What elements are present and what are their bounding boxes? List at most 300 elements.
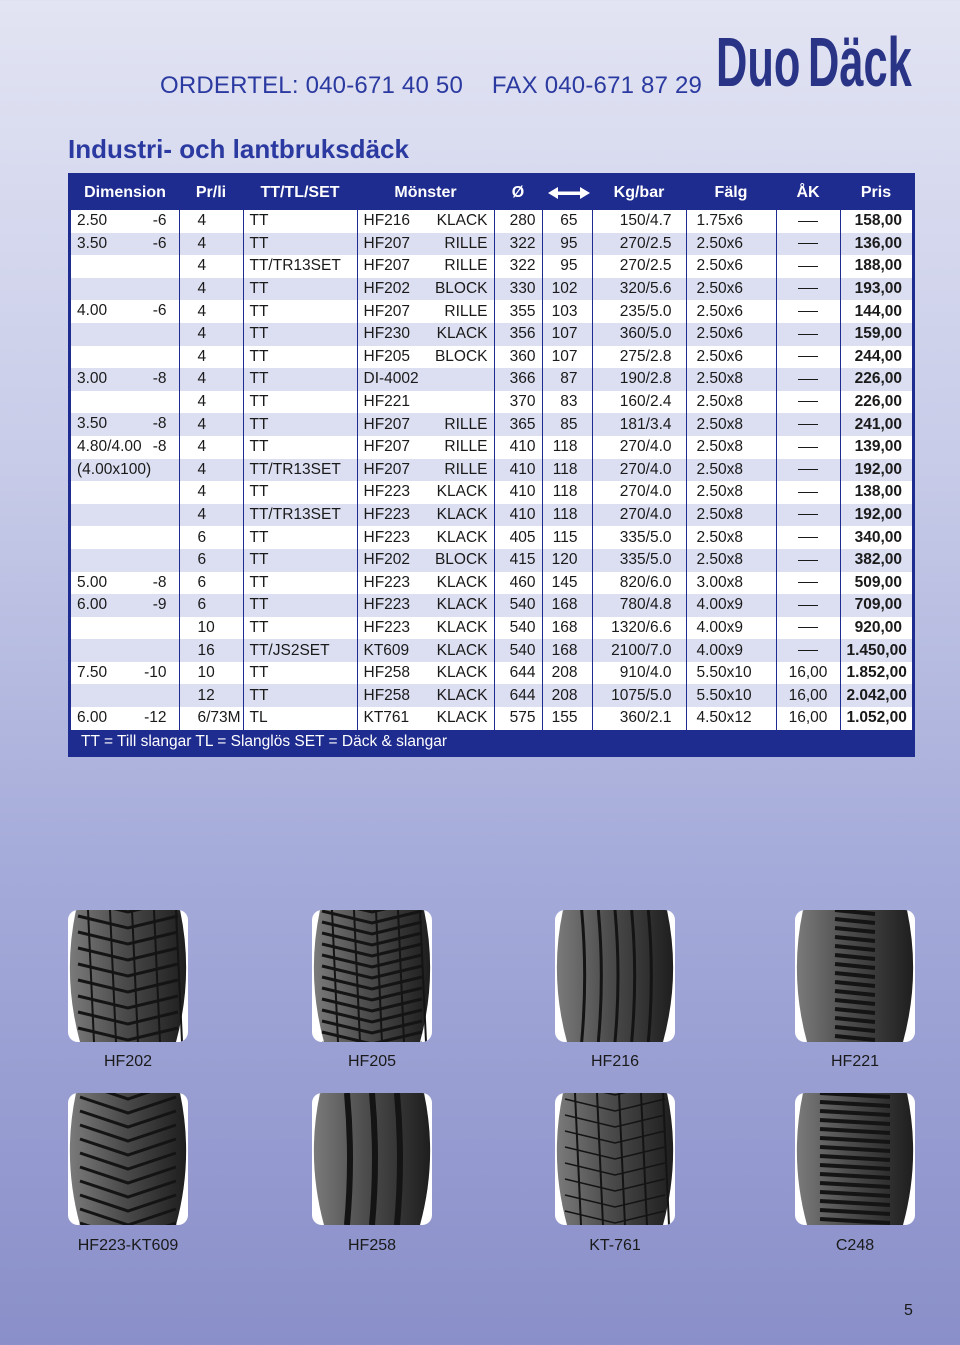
dash-mark bbox=[798, 356, 818, 357]
dash-mark bbox=[798, 288, 818, 289]
cell-monster: HF207 RILLE bbox=[357, 413, 494, 436]
cell-pris: 159,00 bbox=[840, 323, 912, 346]
table-row bbox=[71, 391, 912, 414]
cell-falg: 4.00x9 bbox=[686, 617, 776, 640]
cell-ak bbox=[776, 481, 840, 504]
cell-tt: TT bbox=[243, 210, 357, 233]
logo-word-duo: Duo bbox=[716, 23, 801, 101]
cell-tt: TT bbox=[243, 233, 357, 256]
cell-width: 118 bbox=[542, 459, 592, 482]
table-footnote: TT = Till slangar TL = Slanglös SET = Däck & slangar bbox=[71, 730, 912, 754]
tire-caption: C248 bbox=[835, 1237, 875, 1254]
cell-kgbar: 150/4.7 bbox=[592, 210, 686, 233]
cell-width: 120 bbox=[542, 549, 592, 572]
cell-prli: 4 bbox=[179, 278, 243, 301]
cell-diameter: 415 bbox=[494, 549, 542, 572]
table-row bbox=[71, 481, 912, 504]
tire-image bbox=[555, 1093, 675, 1225]
table-row bbox=[71, 233, 912, 256]
cell-kgbar: 910/4.0 bbox=[592, 662, 686, 685]
cell-prli: 6 bbox=[179, 594, 243, 617]
cell-pris: 241,00 bbox=[840, 413, 912, 436]
cell-prli: 6 bbox=[179, 572, 243, 595]
table-row bbox=[71, 459, 912, 482]
tire-image bbox=[555, 910, 675, 1042]
cell-tt: TT bbox=[243, 436, 357, 459]
tire-image bbox=[68, 910, 188, 1042]
cell-diameter: 330 bbox=[494, 278, 542, 301]
tire-caption: HF202 bbox=[103, 1053, 153, 1070]
cell-dimension bbox=[71, 255, 179, 278]
cell-diameter: 575 bbox=[494, 707, 542, 730]
cell-ak bbox=[776, 323, 840, 346]
cell-diameter: 365 bbox=[494, 413, 542, 436]
tire-caption: HF205 bbox=[347, 1053, 397, 1070]
cell-ak bbox=[776, 459, 840, 482]
tire-caption: HF216 bbox=[590, 1053, 640, 1070]
col-tt: TT/TL/SET bbox=[243, 176, 357, 210]
cell-kgbar: 320/5.6 bbox=[592, 278, 686, 301]
cell-dimension: (4.00x100) bbox=[71, 459, 179, 482]
cell-monster: HF258 KLACK bbox=[357, 662, 494, 685]
cell-kgbar: 270/4.0 bbox=[592, 504, 686, 527]
cell-ak bbox=[776, 346, 840, 369]
cell-prli: 4 bbox=[179, 459, 243, 482]
cell-falg: 5.50x10 bbox=[686, 684, 776, 707]
logo-word-dack: Däck bbox=[808, 23, 912, 101]
cell-falg: 2.50x6 bbox=[686, 278, 776, 301]
cell-kgbar: 1075/5.0 bbox=[592, 684, 686, 707]
cell-kgbar: 2100/7.0 bbox=[592, 639, 686, 662]
cell-diameter: 644 bbox=[494, 684, 542, 707]
cell-prli: 4 bbox=[179, 255, 243, 278]
dash-mark bbox=[798, 266, 818, 267]
cell-ak: 16,00 bbox=[776, 684, 840, 707]
table-row bbox=[71, 639, 912, 662]
tire-price-table bbox=[68, 173, 915, 757]
cell-dimension bbox=[71, 684, 179, 707]
cell-pris: 193,00 bbox=[840, 278, 912, 301]
cell-falg: 2.50x8 bbox=[686, 391, 776, 414]
cell-dimension bbox=[71, 278, 179, 301]
cell-tt: TT bbox=[243, 526, 357, 549]
table-row bbox=[71, 504, 912, 527]
dash-mark bbox=[798, 627, 818, 628]
dash-mark bbox=[798, 401, 818, 402]
col-width bbox=[542, 176, 592, 210]
cell-tt: TT bbox=[243, 413, 357, 436]
dash-mark bbox=[798, 582, 818, 583]
cell-kgbar: 270/4.0 bbox=[592, 436, 686, 459]
cell-tt: TT bbox=[243, 323, 357, 346]
double-arrow-icon bbox=[546, 186, 592, 200]
cell-prli: 16 bbox=[179, 639, 243, 662]
cell-pris: 1.852,00 bbox=[840, 662, 912, 685]
cell-pris: 192,00 bbox=[840, 504, 912, 527]
cell-tt: TT bbox=[243, 662, 357, 685]
dash-mark bbox=[798, 605, 818, 606]
table-row bbox=[71, 368, 912, 391]
cell-diameter: 355 bbox=[494, 300, 542, 323]
cell-kgbar: 1320/6.6 bbox=[592, 617, 686, 640]
cell-falg: 2.50x8 bbox=[686, 526, 776, 549]
tire-image bbox=[68, 1093, 188, 1225]
cell-falg: 2.50x8 bbox=[686, 368, 776, 391]
cell-pris: 144,00 bbox=[840, 300, 912, 323]
cell-kgbar: 360/5.0 bbox=[592, 323, 686, 346]
cell-ak bbox=[776, 572, 840, 595]
cell-diameter: 360 bbox=[494, 346, 542, 369]
cell-dimension: 6.00 -9 bbox=[71, 594, 179, 617]
cell-width: 103 bbox=[542, 300, 592, 323]
cell-falg: 5.50x10 bbox=[686, 662, 776, 685]
cell-monster: HF223 KLACK bbox=[357, 617, 494, 640]
cell-width: 107 bbox=[542, 346, 592, 369]
cell-prli: 10 bbox=[179, 662, 243, 685]
cell-tt: TT bbox=[243, 346, 357, 369]
cell-width: 118 bbox=[542, 436, 592, 459]
table-row bbox=[71, 594, 912, 617]
cell-falg: 2.50x8 bbox=[686, 413, 776, 436]
table-row bbox=[71, 684, 912, 707]
cell-dimension bbox=[71, 481, 179, 504]
cell-pris: 2.042,00 bbox=[840, 684, 912, 707]
cell-width: 65 bbox=[542, 210, 592, 233]
cell-pris: 1.052,00 bbox=[840, 707, 912, 730]
cell-monster: HF202 BLOCK bbox=[357, 549, 494, 572]
cell-diameter: 410 bbox=[494, 481, 542, 504]
cell-pris: 139,00 bbox=[840, 436, 912, 459]
table-row bbox=[71, 549, 912, 572]
cell-falg: 2.50x8 bbox=[686, 436, 776, 459]
cell-dimension: 3.00 -8 bbox=[71, 368, 179, 391]
cell-falg: 4.00x9 bbox=[686, 639, 776, 662]
page-number: 5 bbox=[904, 1302, 913, 1319]
cell-pris: 509,00 bbox=[840, 572, 912, 595]
col-pris: Pris bbox=[840, 176, 912, 210]
cell-prli: 4 bbox=[179, 323, 243, 346]
cell-width: 155 bbox=[542, 707, 592, 730]
cell-kgbar: 190/2.8 bbox=[592, 368, 686, 391]
cell-dimension: 6.00 -12 bbox=[71, 707, 179, 730]
cell-monster: HF202 BLOCK bbox=[357, 278, 494, 301]
cell-dimension bbox=[71, 617, 179, 640]
cell-dimension bbox=[71, 639, 179, 662]
dash-mark bbox=[798, 537, 818, 538]
cell-width: 95 bbox=[542, 233, 592, 256]
cell-diameter: 410 bbox=[494, 436, 542, 459]
cell-monster: HF258 KLACK bbox=[357, 684, 494, 707]
cell-prli: 6 bbox=[179, 549, 243, 572]
cell-ak bbox=[776, 639, 840, 662]
cell-monster: KT609 KLACK bbox=[357, 639, 494, 662]
cell-diameter: 280 bbox=[494, 210, 542, 233]
cell-falg: 2.50x6 bbox=[686, 255, 776, 278]
cell-ak: 16,00 bbox=[776, 662, 840, 685]
cell-falg: 2.50x6 bbox=[686, 346, 776, 369]
table-row bbox=[71, 572, 912, 595]
cell-dimension bbox=[71, 526, 179, 549]
cell-dimension bbox=[71, 549, 179, 572]
tire-caption: HF221 bbox=[830, 1053, 880, 1070]
cell-tt: TT bbox=[243, 278, 357, 301]
cell-pris: 244,00 bbox=[840, 346, 912, 369]
cell-falg: 2.50x8 bbox=[686, 549, 776, 572]
cell-monster: HF205 BLOCK bbox=[357, 346, 494, 369]
tire-image bbox=[795, 1093, 915, 1225]
cell-dimension: 4.00 -6 bbox=[71, 300, 179, 323]
cell-dimension bbox=[71, 391, 179, 414]
cell-monster: HF207 RILLE bbox=[357, 255, 494, 278]
cell-tt: TT/TR13SET bbox=[243, 504, 357, 527]
cell-tt: TL bbox=[243, 707, 357, 730]
cell-diameter: 410 bbox=[494, 459, 542, 482]
cell-width: 95 bbox=[542, 255, 592, 278]
cell-falg: 2.50x6 bbox=[686, 300, 776, 323]
cell-kgbar: 181/3.4 bbox=[592, 413, 686, 436]
cell-pris: 192,00 bbox=[840, 459, 912, 482]
cell-diameter: 370 bbox=[494, 391, 542, 414]
ordertel-text: ORDERTEL: 040-671 40 50 bbox=[160, 72, 463, 99]
cell-kgbar: 780/4.8 bbox=[592, 594, 686, 617]
tire-image bbox=[312, 1093, 432, 1225]
table-row bbox=[71, 436, 912, 459]
cell-monster: HF216 KLACK bbox=[357, 210, 494, 233]
dash-mark bbox=[798, 311, 818, 312]
cell-tt: TT bbox=[243, 481, 357, 504]
cell-falg: 4.50x12 bbox=[686, 707, 776, 730]
cell-prli: 4 bbox=[179, 300, 243, 323]
cell-monster: HF207 RILLE bbox=[357, 233, 494, 256]
cell-width: 145 bbox=[542, 572, 592, 595]
col-falg: Fälg bbox=[686, 176, 776, 210]
tire-caption: HF258 bbox=[347, 1237, 397, 1254]
cell-falg: 2.50x6 bbox=[686, 233, 776, 256]
cell-pris: 136,00 bbox=[840, 233, 912, 256]
cell-diameter: 410 bbox=[494, 504, 542, 527]
section-title: Industri- och lantbruksdäck bbox=[68, 134, 409, 164]
cell-prli: 4 bbox=[179, 413, 243, 436]
dash-mark bbox=[798, 379, 818, 380]
cell-falg: 2.50x6 bbox=[686, 323, 776, 346]
cell-ak bbox=[776, 210, 840, 233]
cell-tt: TT bbox=[243, 300, 357, 323]
cell-prli: 4 bbox=[179, 233, 243, 256]
cell-prli: 12 bbox=[179, 684, 243, 707]
cell-diameter: 366 bbox=[494, 368, 542, 391]
table-row bbox=[71, 255, 912, 278]
cell-ak: 16,00 bbox=[776, 707, 840, 730]
cell-prli: 4 bbox=[179, 481, 243, 504]
cell-monster: KT761 KLACK bbox=[357, 707, 494, 730]
cell-prli: 4 bbox=[179, 368, 243, 391]
cell-ak bbox=[776, 278, 840, 301]
cell-diameter: 644 bbox=[494, 662, 542, 685]
cell-width: 118 bbox=[542, 504, 592, 527]
cell-dimension bbox=[71, 323, 179, 346]
cell-pris: 382,00 bbox=[840, 549, 912, 572]
cell-dimension: 3.50 -8 bbox=[71, 413, 179, 436]
cell-diameter: 540 bbox=[494, 617, 542, 640]
cell-ak bbox=[776, 594, 840, 617]
cell-dimension: 7.50 -10 bbox=[71, 662, 179, 685]
cell-falg: 1.75x6 bbox=[686, 210, 776, 233]
table-row bbox=[71, 210, 912, 233]
cell-width: 102 bbox=[542, 278, 592, 301]
cell-monster: HF223 KLACK bbox=[357, 526, 494, 549]
cell-tt: TT/TR13SET bbox=[243, 255, 357, 278]
cell-falg: 2.50x8 bbox=[686, 459, 776, 482]
cell-width: 168 bbox=[542, 594, 592, 617]
cell-kgbar: 270/2.5 bbox=[592, 255, 686, 278]
cell-monster: HF230 KLACK bbox=[357, 323, 494, 346]
cell-prli: 4 bbox=[179, 436, 243, 459]
fax-text: FAX 040-671 87 29 bbox=[491, 72, 703, 99]
cell-ak bbox=[776, 617, 840, 640]
duodack-logo bbox=[716, 23, 916, 102]
cell-falg: 4.00x9 bbox=[686, 594, 776, 617]
cell-width: 208 bbox=[542, 684, 592, 707]
dash-mark bbox=[798, 424, 818, 425]
col-dimension: Dimension bbox=[71, 176, 179, 210]
col-kgbar: Kg/bar bbox=[592, 176, 686, 210]
cell-falg: 3.00x8 bbox=[686, 572, 776, 595]
table-row bbox=[71, 413, 912, 436]
cell-prli: 4 bbox=[179, 504, 243, 527]
dash-mark bbox=[798, 514, 818, 515]
cell-prli: 4 bbox=[179, 391, 243, 414]
cell-diameter: 540 bbox=[494, 639, 542, 662]
cell-monster: HF207 RILLE bbox=[357, 300, 494, 323]
cell-pris: 1.450,00 bbox=[840, 639, 912, 662]
cell-ak bbox=[776, 391, 840, 414]
cell-width: 115 bbox=[542, 526, 592, 549]
cell-width: 208 bbox=[542, 662, 592, 685]
tire-image bbox=[312, 910, 432, 1042]
cell-prli: 10 bbox=[179, 617, 243, 640]
cell-diameter: 356 bbox=[494, 323, 542, 346]
table-row bbox=[71, 617, 912, 640]
cell-dimension: 5.00 -8 bbox=[71, 572, 179, 595]
cell-tt: TT bbox=[243, 572, 357, 595]
cell-diameter: 322 bbox=[494, 233, 542, 256]
cell-dimension: 4.80/4.00 -8 bbox=[71, 436, 179, 459]
table-row bbox=[71, 662, 912, 685]
cell-pris: 920,00 bbox=[840, 617, 912, 640]
cell-pris: 226,00 bbox=[840, 391, 912, 414]
dash-mark bbox=[798, 334, 818, 335]
cell-tt: TT bbox=[243, 617, 357, 640]
cell-falg: 2.50x8 bbox=[686, 481, 776, 504]
cell-tt: TT bbox=[243, 391, 357, 414]
dash-mark bbox=[798, 492, 818, 493]
cell-width: 118 bbox=[542, 481, 592, 504]
cell-ak bbox=[776, 368, 840, 391]
cell-ak bbox=[776, 300, 840, 323]
cell-ak bbox=[776, 504, 840, 527]
table-header-row bbox=[71, 176, 912, 210]
dash-mark bbox=[798, 650, 818, 651]
table-row bbox=[71, 346, 912, 369]
cell-pris: 158,00 bbox=[840, 210, 912, 233]
col-monster: Mönster bbox=[357, 176, 494, 210]
cell-ak bbox=[776, 549, 840, 572]
table-row bbox=[71, 300, 912, 323]
cell-tt: TT bbox=[243, 594, 357, 617]
cell-kgbar: 335/5.0 bbox=[592, 549, 686, 572]
cell-ak bbox=[776, 436, 840, 459]
cell-dimension: 3.50 -6 bbox=[71, 233, 179, 256]
cell-kgbar: 270/4.0 bbox=[592, 459, 686, 482]
cell-monster: HF223 KLACK bbox=[357, 504, 494, 527]
cell-pris: 709,00 bbox=[840, 594, 912, 617]
cell-tt: TT bbox=[243, 368, 357, 391]
cell-diameter: 322 bbox=[494, 255, 542, 278]
cell-tt: TT bbox=[243, 684, 357, 707]
cell-ak bbox=[776, 233, 840, 256]
cell-monster: HF223 KLACK bbox=[357, 481, 494, 504]
tire-caption: HF223-KT609 bbox=[77, 1237, 179, 1254]
cell-dimension: 2.50 -6 bbox=[71, 210, 179, 233]
col-ak: ÅK bbox=[776, 176, 840, 210]
dash-mark bbox=[798, 469, 818, 470]
cell-monster: HF223 KLACK bbox=[357, 594, 494, 617]
col-prli: Pr/li bbox=[179, 176, 243, 210]
cell-tt: TT/JS2SET bbox=[243, 639, 357, 662]
cell-pris: 340,00 bbox=[840, 526, 912, 549]
table-row bbox=[71, 323, 912, 346]
cell-prli: 6 bbox=[179, 526, 243, 549]
cell-monster: DI-4002 bbox=[357, 368, 494, 391]
order-contact bbox=[160, 72, 702, 100]
cell-pris: 188,00 bbox=[840, 255, 912, 278]
cell-dimension bbox=[71, 504, 179, 527]
cell-monster: HF207 RILLE bbox=[357, 459, 494, 482]
table-row bbox=[71, 278, 912, 301]
cell-pris: 226,00 bbox=[840, 368, 912, 391]
cell-width: 107 bbox=[542, 323, 592, 346]
table-row bbox=[71, 526, 912, 549]
cell-diameter: 405 bbox=[494, 526, 542, 549]
tire-caption: KT-761 bbox=[589, 1237, 641, 1254]
cell-ak bbox=[776, 255, 840, 278]
cell-width: 87 bbox=[542, 368, 592, 391]
cell-width: 85 bbox=[542, 413, 592, 436]
cell-kgbar: 275/2.8 bbox=[592, 346, 686, 369]
cell-kgbar: 160/2.4 bbox=[592, 391, 686, 414]
cell-monster: HF223 KLACK bbox=[357, 572, 494, 595]
dash-mark bbox=[798, 221, 818, 222]
cell-dimension bbox=[71, 346, 179, 369]
cell-kgbar: 820/6.0 bbox=[592, 572, 686, 595]
cell-pris: 138,00 bbox=[840, 481, 912, 504]
tire-image bbox=[795, 910, 915, 1042]
cell-width: 168 bbox=[542, 617, 592, 640]
cell-tt: TT/TR13SET bbox=[243, 459, 357, 482]
cell-width: 168 bbox=[542, 639, 592, 662]
dash-mark bbox=[798, 447, 818, 448]
cell-monster: HF207 RILLE bbox=[357, 436, 494, 459]
cell-kgbar: 360/2.1 bbox=[592, 707, 686, 730]
cell-prli: 4 bbox=[179, 210, 243, 233]
cell-kgbar: 235/5.0 bbox=[592, 300, 686, 323]
cell-kgbar: 270/4.0 bbox=[592, 481, 686, 504]
cell-diameter: 540 bbox=[494, 594, 542, 617]
cell-monster: HF221 bbox=[357, 391, 494, 414]
cell-kgbar: 335/5.0 bbox=[592, 526, 686, 549]
cell-ak bbox=[776, 413, 840, 436]
cell-kgbar: 270/2.5 bbox=[592, 233, 686, 256]
